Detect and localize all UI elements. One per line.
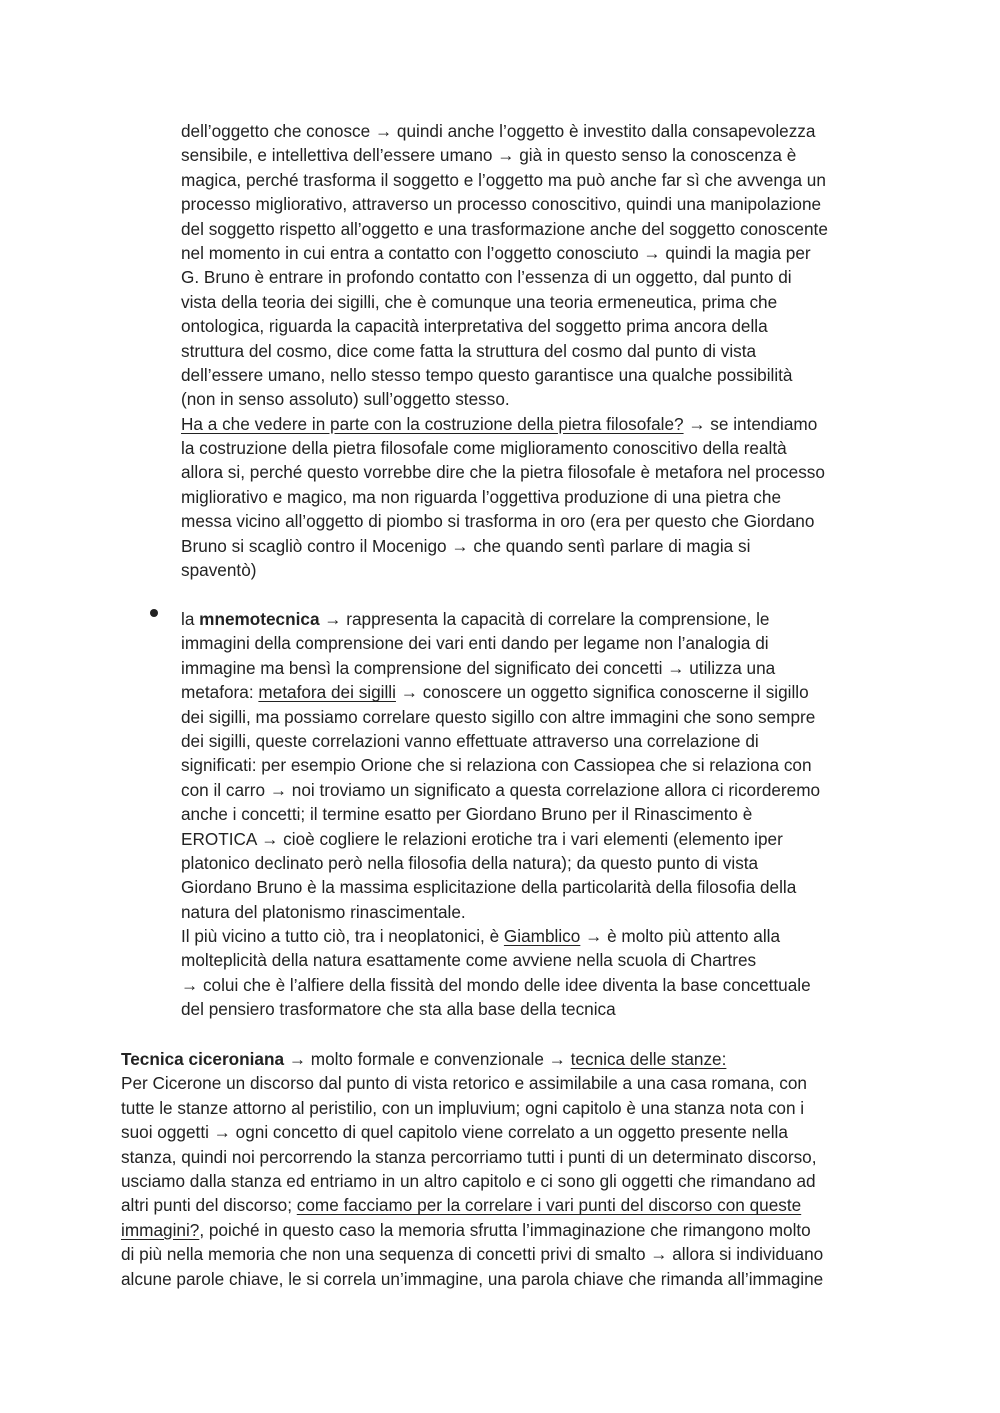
text-line (181, 924, 901, 948)
text-line: dell’oggetto che conosce → quindi anche l’oggetto è investito dalla consapevolezza (181, 121, 816, 141)
paragraph-bruno-magic (181, 119, 901, 582)
bullet-prefix: la (181, 609, 200, 629)
underlined-stanze: tecnica delle stanze: (570, 1049, 727, 1069)
text-line: spaventò) (181, 560, 257, 581)
text-line: del soggetto rispetto all’oggetto e una trasformazione anche del soggetto conoscente (181, 218, 828, 239)
text-line (121, 1193, 901, 1217)
text-line: → colui che è l’alfiere della fissità del mondo delle idee diventa la base concettuale (181, 974, 811, 995)
metaphor-after: → conoscere un oggetto significa conoscerne il sigillo (395, 682, 809, 703)
text-line: con il carro → noi troviamo un significato a questa correlazione allora ci ricorderemo (181, 779, 821, 800)
text-line: di più nella memoria che non una sequenza di concetti privi di smalto → allora si individuano (121, 1244, 824, 1265)
underlined-question-part1: come facciamo per la correlare i vari punti del discorso con queste (296, 1195, 802, 1216)
text-line: allora si, perché questo vorrebbe dire che la pietra filosofale è metafora nel processo (181, 462, 825, 483)
underlined-question-part2: immagini? (121, 1219, 200, 1240)
section-tecnica-ciceroniana (121, 1047, 901, 1291)
text-line: immagini della comprensione dei vari enti dando per legame non l’analogia di (181, 633, 769, 654)
text-line: platonico declinato però nella filosofia della natura); da questo punto di vista (181, 852, 759, 873)
bullet-icon (150, 609, 158, 617)
giamblico-prefix: Il più vicino a tutto ciò, tra i neoplatonici, è (181, 926, 504, 947)
metaphor-prefix: metafora: (181, 682, 259, 703)
text-line: stanza, quindi noi percorrendo la stanza percorriamo tutti i punti di un determinato discorso, (121, 1146, 817, 1167)
giamblico-after: → è molto più attento alla (580, 926, 781, 947)
text-line: molteplicità della natura esattamente come avviene nella scuola di Chartres (181, 950, 757, 971)
text-line: natura del platonismo rinascimentale. (181, 901, 466, 922)
text-line: dei sigilli, ma possiamo correlare questo sigillo con altre immagini che sono sempre (181, 706, 816, 727)
text-line: (non in senso assoluto) sull’oggetto stesso. (181, 389, 510, 410)
text-line: G. Bruno è entrare in profondo contatto con l’essenza di un oggetto, dal punto di (181, 267, 792, 288)
text-line: anche i concetti; il termine esatto per Giordano Bruno per il Rinascimento è (181, 804, 753, 825)
text-line: processo migliorativo, attraverso un processo conoscitivo, quindi una manipolazione (181, 194, 822, 215)
text-line: alcune parole chiave, le si correla un’immagine, una parola chiave che rimanda all’immagine (121, 1268, 824, 1289)
text-line: immagine ma bensì la comprensione del significato dei concetti → utilizza una (181, 657, 776, 678)
text-line: la costruzione della pietra filosofale come miglioramento conoscitivo della realtà (181, 438, 787, 459)
text-line: ontologica, riguarda la capacità interpretativa del soggetto prima ancora della (181, 316, 768, 337)
text-line: Bruno si scagliò contro il Mocenigo → che quando sentì parlare di magia si (181, 535, 751, 556)
bullet-after-term: → rappresenta la capacità di correlare la comprensione, le (319, 609, 770, 629)
question-after: , poiché in questo caso la memoria sfrutta l’immaginazione che rimangono molto (199, 1219, 811, 1240)
bold-term: mnemotecnica (199, 609, 320, 629)
text-line: del pensiero trasformatore che sta alla base della tecnica (181, 999, 616, 1020)
section-heading: Tecnica ciceroniana (121, 1049, 285, 1069)
question-prefix: altri punti del discorso; (121, 1195, 297, 1216)
text-line: EROTICA → cioè cogliere le relazioni erotiche tra i vari elementi (elemento iper (181, 828, 783, 849)
section-heading-line (121, 1047, 901, 1071)
underlined-question: Ha a che vedere in parte con la costruzione della pietra filosofale? (181, 413, 684, 434)
underlined-metaphor: metafora dei sigilli (258, 682, 396, 703)
text-line (181, 680, 901, 704)
text-line: struttura del cosmo, dice come fatta la struttura del cosmo dal punto di vista (181, 340, 757, 361)
text-line: migliorativo e magico, ma non riguarda l’oggettiva produzione di una pietra che (181, 486, 782, 507)
text-line: Per Cicerone un discorso dal punto di vista retorico e assimilabile a una casa romana, con (121, 1073, 807, 1094)
text-line: Giordano Bruno è la massima esplicitazione della particolarità della filosofia della (181, 877, 797, 898)
text-line (181, 607, 901, 631)
text-line: suoi oggetti → ogni concetto di quel capitolo viene correlato a un oggetto presente nella (121, 1122, 788, 1143)
text-line: dell’essere umano, nello stesso tempo questo garantisce una qualche possibilità (181, 364, 793, 385)
text-line: tutte le stanze attorno al peristilio, con un impluvium; ogni capitolo è una stanza nota con i (121, 1097, 805, 1118)
text-line: vista della teoria dei sigilli, che è comunque una teoria ermeneutica, prima che (181, 291, 778, 312)
text-line: messa vicino all’oggetto di piombo si trasforma in oro (era per questo che Giordano (181, 511, 815, 532)
text-line (181, 412, 901, 436)
text-line: sensibile, e intellettiva dell’essere umano → già in questo senso la conoscenza è (181, 145, 797, 166)
text-line: dei sigilli, queste correlazioni vanno effettuate attraverso una correlazione di (181, 730, 759, 751)
bullet-item-mnemotecnica (181, 607, 901, 1022)
text-line (121, 1218, 901, 1242)
text-line: nel momento in cui entra a contatto con l’oggetto conosciuto → quindi la magia per (181, 242, 811, 263)
underlined-giamblico: Giamblico (503, 926, 581, 947)
text-line: significati: per esempio Orione che si relaziona con Cassiopea che si relaziona con (181, 755, 812, 776)
text-line: magica, perché trasforma il soggetto e l’oggetto ma può anche far sì che avvenga un (181, 169, 826, 190)
text-line: usciamo dalla stanza ed entriamo in un altro capitolo e ci sono gli oggetti che rimandano ad (121, 1170, 816, 1191)
answer-start: → se intendiamo (683, 413, 818, 434)
heading-after: → molto formale e convenzionale → (284, 1049, 571, 1069)
